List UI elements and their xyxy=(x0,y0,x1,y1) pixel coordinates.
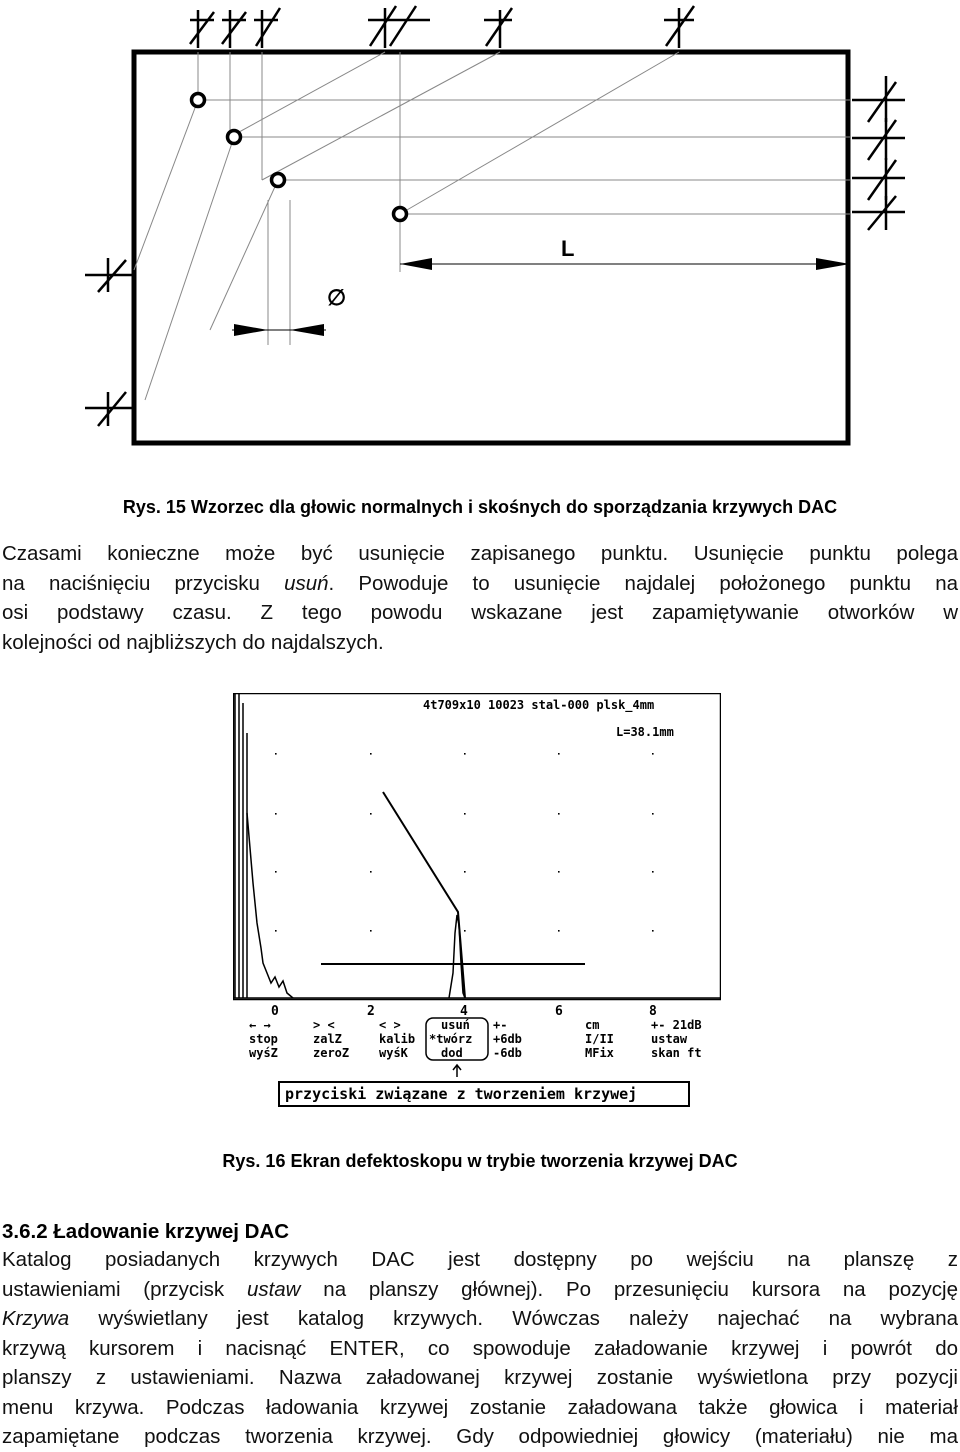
leader-lines xyxy=(134,52,850,400)
softkey-bot: skan ft xyxy=(651,1046,702,1060)
grid-dot xyxy=(370,813,372,815)
softkey-mid: +6db xyxy=(493,1032,522,1046)
softkey-bot: wyśK xyxy=(379,1046,408,1060)
softkey-top: < > xyxy=(379,1018,401,1032)
grid-dot xyxy=(558,871,560,873)
grid-dot xyxy=(464,753,466,755)
length-readout: L=38.1mm xyxy=(616,725,674,739)
diameter-dimension xyxy=(232,324,326,336)
softkey-mid: *twórz xyxy=(429,1032,473,1046)
paragraph-line xyxy=(2,1275,958,1305)
paragraph-line: Czasami konieczne może być usunięcie zapisanego punktu. Usunięcie punktu polega xyxy=(2,542,958,565)
button-name-ustaw: ustaw xyxy=(246,1277,301,1301)
softkey-top: usuń xyxy=(441,1018,470,1032)
softkey-bot: wyśZ xyxy=(249,1046,278,1060)
softkey-ustaw[interactable] xyxy=(651,1018,702,1060)
softkey-zalz[interactable] xyxy=(313,1018,349,1060)
grid-dot xyxy=(370,930,372,932)
screen-frame xyxy=(234,694,721,1000)
right-depth-markers xyxy=(852,76,905,230)
grid-dot xyxy=(464,930,466,932)
softkey-bot: dod xyxy=(441,1046,463,1060)
axis-tick-6: 6 xyxy=(555,1004,563,1019)
softkey-top: +- 21dB xyxy=(651,1018,702,1032)
menu-name-krzywa: Krzywa xyxy=(2,1307,70,1330)
annotation-text: przyciski związane z tworzeniem krzywej xyxy=(285,1085,638,1103)
text-run: ustawieniami (przycisk xyxy=(2,1277,247,1301)
top-section-markers xyxy=(190,6,694,48)
axis-tick-2: 2 xyxy=(367,1004,375,1019)
paragraph-loading-dac xyxy=(2,1245,958,1452)
softkey-bot: MFix xyxy=(585,1046,614,1060)
grid-dot xyxy=(370,871,372,873)
softkey-mid: zalZ xyxy=(313,1032,342,1046)
softkey-top: ← → xyxy=(249,1018,271,1032)
paragraph-line: zapamiętane podczas tworzenia krzywej. Gdy odpowiedniej głowicy (materiału) nie ma xyxy=(2,1425,958,1448)
softkey-mid: kalib xyxy=(379,1032,416,1046)
paragraph-line xyxy=(2,569,958,599)
button-name-usun: usuń xyxy=(284,571,329,595)
softkey-mid: stop xyxy=(249,1032,278,1046)
reference-holes xyxy=(192,94,407,221)
diameter-label: ∅ xyxy=(327,285,347,310)
paragraph-line: krzywą kursorem i nacisnąć ENTER, co spowoduje załadowanie krzywej i powrót do xyxy=(2,1336,958,1360)
block-outline xyxy=(134,52,848,443)
paragraph-curve-point-removal xyxy=(2,539,958,657)
axis-tick-4: 4 xyxy=(460,1004,468,1019)
hole-1 xyxy=(192,94,205,107)
text-run: . Powoduje to usunięcie najdalej położonego punktu na xyxy=(328,571,958,595)
up-arrow-icon xyxy=(453,1065,461,1077)
grid-dot xyxy=(652,930,654,932)
figure-16-caption: Rys. 16 Ekran defektoskopu w trybie tworzenia krzywej DAC xyxy=(222,1151,738,1171)
softkey-bot: zeroZ xyxy=(313,1046,350,1060)
hole-4 xyxy=(394,208,407,221)
softkey-top: cm xyxy=(585,1018,600,1032)
figure-15-caption: Rys. 15 Wzorzec dla głowic normalnych i skośnych do sporządzania krzywych DAC xyxy=(122,497,838,517)
softkey-mid: ustaw xyxy=(651,1032,688,1046)
softkey-cm[interactable] xyxy=(585,1018,614,1060)
paragraph-line xyxy=(2,1304,958,1334)
grid-dot xyxy=(464,871,466,873)
grid-dot xyxy=(558,930,560,932)
grid-dot xyxy=(652,753,654,755)
hole-2 xyxy=(228,131,241,144)
softkey-stop[interactable] xyxy=(249,1018,278,1060)
softkey-bar xyxy=(249,1018,702,1060)
softkey-usun-tworz[interactable] xyxy=(426,1018,488,1060)
grid-dot xyxy=(464,813,466,815)
grid-dot xyxy=(275,813,277,815)
paragraph-line: planszy z ustawieniami. Nazwa załadowanej krzywej zostanie wyświetlona przy pozycji xyxy=(2,1366,958,1389)
screen-header: 4t709x10 10023 stal-000 plsk_4mm xyxy=(423,698,655,712)
paragraph-line: osi podstawy czasu. Z tego powodu wskazane jest zapamiętywanie otworków w xyxy=(2,601,958,624)
softkey-kalib[interactable] xyxy=(379,1018,415,1060)
softkey-bot: -6db xyxy=(493,1046,522,1060)
grid-dot xyxy=(370,753,372,755)
calibration-block-figure xyxy=(80,0,920,470)
section-heading: 3.6.2 Ładowanie krzywej DAC xyxy=(2,1220,290,1243)
softkey-top: +- xyxy=(493,1018,508,1032)
grid-dot xyxy=(558,753,560,755)
axis-tick-8: 8 xyxy=(649,1004,657,1019)
length-label: L xyxy=(561,236,575,261)
paragraph-line: menu krzywa. Podczas ładowania krzywej zostanie załadowana także głowica i materiał xyxy=(2,1395,958,1419)
grid-dot xyxy=(275,930,277,932)
text-run: na naciśnięciu przycisku xyxy=(2,571,285,595)
softkey-db[interactable] xyxy=(493,1018,522,1060)
axis-tick-0: 0 xyxy=(271,1004,279,1019)
grid-dot xyxy=(275,753,277,755)
grid-dot xyxy=(275,871,277,873)
hole-3 xyxy=(272,174,285,187)
softkey-mid: I/II xyxy=(585,1032,614,1046)
left-depth-markers xyxy=(85,258,135,426)
text-run: wyświetlany jest katalog krzywych. Wówczas należy najechać na wybrana xyxy=(69,1307,958,1330)
grid-dot xyxy=(558,813,560,815)
paragraph-line: kolejności od najbliższych do najdalszych. xyxy=(2,630,384,654)
grid-dot xyxy=(652,813,654,815)
text-run: na planszy głównej). Po przesunięciu kursora na pozycję xyxy=(300,1277,958,1301)
flaw-detector-screen xyxy=(233,693,721,1113)
length-dimension xyxy=(400,258,850,270)
grid-dot xyxy=(652,871,654,873)
paragraph-line: Katalog posiadanych krzywych DAC jest dostępny po wejściu na planszę z xyxy=(2,1248,958,1271)
softkey-top: > < xyxy=(313,1018,335,1032)
